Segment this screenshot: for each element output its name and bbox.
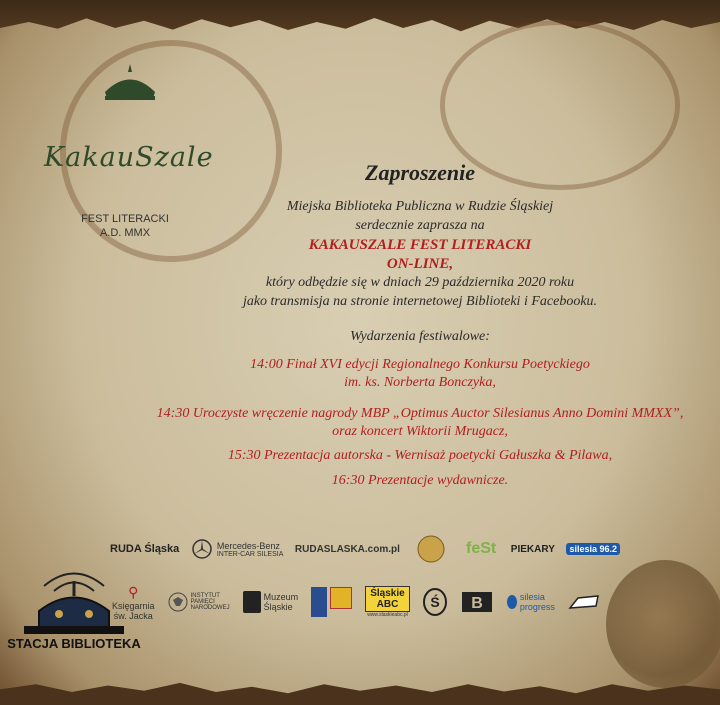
muzeum-icon <box>243 591 261 613</box>
mercedes-star-icon <box>191 538 213 560</box>
sponsor-ruda-slaska-label: RUDA Śląska <box>110 543 180 555</box>
event-item-line1: 16:30 Prezentacje wydawnicze. <box>331 473 509 488</box>
invitation-line4: jako transmisja na stronie internetowej Biblioteki i Facebooku. <box>242 294 598 309</box>
ipn-label3: NARODOWEJ <box>190 605 230 611</box>
muzeum-label2: Śląskie <box>263 602 293 612</box>
sponsor-mercedes-sub: INTER-CAR SILESIA <box>216 550 284 558</box>
shoe-logo-icon <box>568 590 602 614</box>
eagle-icon <box>168 592 188 612</box>
sponsor-fest: feSt <box>466 540 497 557</box>
crown-icon <box>95 62 165 102</box>
events-heading: Wydarzenia festiwalowe: <box>350 329 490 344</box>
sponsor-rudaslaska-pl: RUDASLASKA.com.pl <box>294 543 400 555</box>
silesia-progress-label2: progress <box>519 602 555 612</box>
invitation-line1: Miejska Biblioteka Publiczna w Rudzie Śląskiej <box>286 199 554 214</box>
sponsor-ipn <box>168 592 230 612</box>
slaskie-abc-label2: ABC <box>376 599 399 610</box>
ksiegarnia-label1: Księgarnia <box>112 600 155 611</box>
ipn-label2: PAMIĘCI <box>190 599 215 605</box>
logo-name: KakauSzale <box>44 142 214 173</box>
sponsor-mercedes <box>191 538 284 560</box>
slaskie-abc-url: www.slaskieabc.pl <box>367 612 408 618</box>
ipn-label1: INSTYTUT <box>190 593 220 599</box>
wydawnictwo-icon <box>411 534 451 564</box>
invitation-title: Zaproszenie <box>365 160 475 185</box>
event-name-line2: ON-LINE, <box>386 256 454 272</box>
sponsor-ruda-slaska <box>110 543 179 555</box>
svg-text:Ś: Ś <box>430 594 440 610</box>
event-item-line1: 14:00 Finał XVI edycji Regionalnego Konkursu Poetyckiego <box>250 357 590 372</box>
event-item-line2: im. ks. Norberta Bonczyka, <box>344 375 496 390</box>
sponsors-row-2 <box>112 582 602 622</box>
silesia-progress-icon <box>507 595 517 609</box>
logo-subtitle-line2: A.D. MMX <box>99 227 151 239</box>
sponsor-mercedes-label: Mercedes-Benz <box>216 540 280 551</box>
b-logo-icon <box>460 590 494 614</box>
sponsor-silesia-progress <box>507 592 555 612</box>
s-logo-icon <box>423 588 447 616</box>
ksiegarnia-label2: św. Jacka <box>113 610 153 621</box>
muzeum-label1: Muzeum <box>263 592 299 602</box>
event-name-line1: KAKAUSZALE FEST LITERACKI <box>308 237 532 253</box>
event-item-line1: 14:30 Uroczyste wręczenie nagrody MBP „Optimus Auctor Silesianus Anno Domini MMXX”, <box>156 406 684 421</box>
invitation-line2: serdecznie zaprasza na <box>355 218 485 233</box>
coin-decoration <box>606 560 720 688</box>
silesia-progress-label1: silesia <box>519 592 545 602</box>
sponsor-slaskie-abc <box>365 586 409 618</box>
ksiegarnia-icon: ⚲ <box>128 583 139 600</box>
svg-text:B: B <box>471 595 483 612</box>
sponsor-silesia-radio: silesia 96.2 <box>566 543 620 555</box>
sponsor-muzeum <box>243 591 299 613</box>
sponsors-row-1 <box>110 534 620 564</box>
sponsor-small-logos <box>311 587 352 617</box>
coat-of-arms-icon <box>311 587 327 617</box>
invitation-line3: który odbędzie się w dniach 29 października 2020 roku <box>265 275 575 290</box>
stacja-biblioteka-label: STACJA BIBLIOTEKA <box>7 636 141 651</box>
logo-subtitle-line1: FEST LITERACKI <box>81 213 169 225</box>
event-item-line2: oraz koncert Wiktorii Mrugacz, <box>332 424 508 439</box>
sponsor-piekary: PIEKARY <box>510 543 555 555</box>
stacja-biblioteka-logo <box>4 566 144 666</box>
event-item-line1: 15:30 Prezentacja autorska - Wernisaż poetycki Gałuszka & Pilawa, <box>227 448 613 463</box>
slaskie-abc-label1: Śląskie <box>370 588 405 599</box>
yellow-logo-icon <box>330 587 352 609</box>
